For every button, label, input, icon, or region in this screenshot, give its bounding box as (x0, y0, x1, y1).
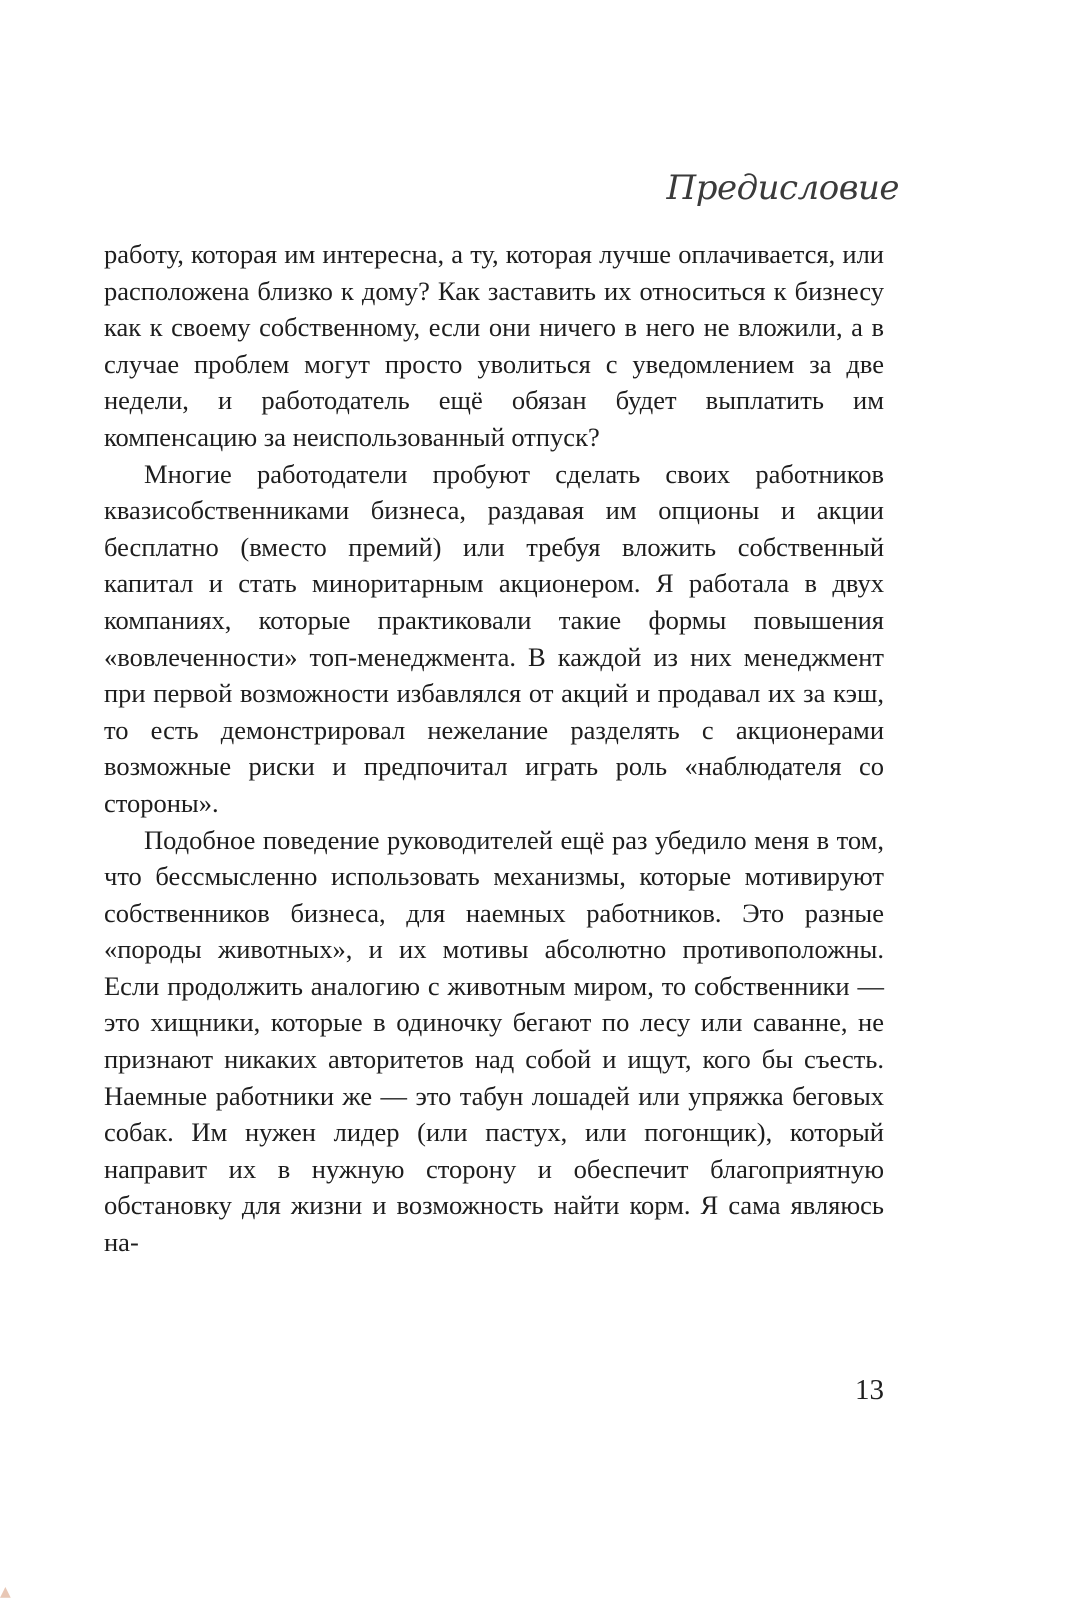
running-head: Предисловие (666, 168, 899, 208)
corner-mark-icon: ▲ (0, 1584, 11, 1600)
body-text (104, 236, 884, 1261)
page-number: 13 (855, 1374, 884, 1406)
paragraph-1: работу, которая им интересна, а ту, которая лучше оплачивается, или расположена близко к дому? Как заставить их относиться к бизнесу как к своему собственному, если они ничего в него не вложили, а в случае проблем могут просто уволиться с уведомлением за две недели, и работодатель ещё обязан будет выплатить им компенсацию за неиспользованный отпуск? (104, 239, 884, 452)
paragraph-2: Многие работодатели пробуют сделать своих работников квазисобственниками бизнеса, раздавая им опционы и акции бесплатно (вместо премий) или требуя вложить собственный капитал и стать миноритарным акционером. Я работала в двух компаниях, которые практиковали такие формы повышения «вовлеченности» топ-менеджмента. В каждой из них менеджмент при первой возможности избавлялся от акций и продавал их за кэш, то есть демонстрировал нежелание разделять с акционерами возможные риски и предпочитал играть роль «наблюдателя со стороны». (104, 458, 884, 818)
paragraph-3: Подобное поведение руководителей ещё раз убедило меня в том, что бессмысленно использовать механизмы, которые мотивируют собственников бизнеса, для наемных работников. Это разные «породы животных», и их мотивы абсолютно противоположны. Если продолжить аналогию с животным миром, то собственники — это хищники, которые в одиночку бегают по лесу или саванне, не признают никаких авторитетов над собой и ищут, кого бы съесть. Наемные работники же — это табун лошадей или упряжка беговых собак. Им нужен лидер (или пастух, или погонщик), который направит их в нужную сторону и обеспечит благоприятную обстановку для жизни и возможность найти корм. Я сама являюсь на- (104, 824, 884, 1258)
